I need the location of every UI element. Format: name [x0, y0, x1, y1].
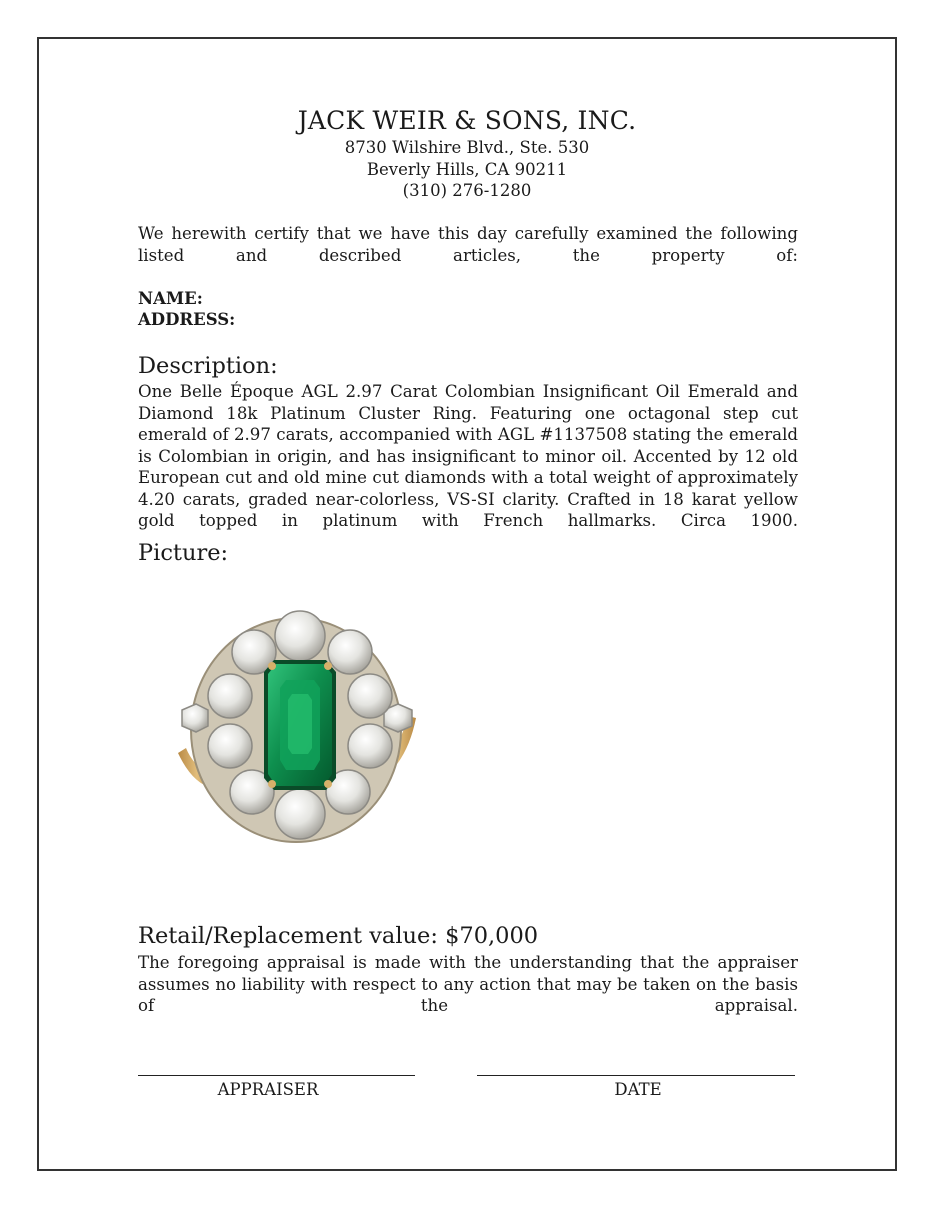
certification-statement: We herewith certify that we have this day carefully examined the following listed and described articles, the property of: — [138, 224, 798, 265]
disclaimer-text: The foregoing appraisal is made with the understanding that the appraiser assumes no liability with respect to any action that may be taken on the basis of the appraisal. — [138, 953, 798, 1015]
letterhead — [0, 105, 934, 202]
street-address: 8730 Wilshire Blvd., Ste. 530 — [344, 138, 590, 157]
appraiser-label: APPRAISER — [217, 1080, 319, 1099]
city-state-zip: Beverly Hills, CA 90211 — [366, 159, 568, 179]
appraiser-signature-line — [138, 1075, 415, 1076]
date-label: DATE — [614, 1080, 662, 1099]
emerald-diamond-ring-illustration — [172, 608, 422, 848]
picture-heading: Picture: — [138, 540, 229, 566]
phone-number: (310) 276-1280 — [402, 181, 532, 200]
date-signature-line — [477, 1075, 795, 1076]
ring-photo — [172, 608, 422, 848]
description-text: One Belle Époque AGL 2.97 Carat Colombian Insignificant Oil Emerald and Diamond 18k Platinum Cluster Ring. Featuring one octagonal step cut emerald of 2.97 carats, accompanied with AGL #1137508 stating the emerald is Colombian in origin, and has insignificant to minor oil. Accented by 12 old European cut and old mine cut diamonds with a total weight of approximately 4.20 carats, graded near-colorless, VS-SI clarity. Crafted in 18 karat yellow gold topped in platinum with French hallmarks. Circa 1900. — [138, 382, 798, 530]
retail-value: Retail/Replacement value: $70,000 — [138, 923, 539, 949]
name-label: NAME: — [138, 289, 203, 308]
description-heading: Description: — [138, 353, 278, 379]
address-label: ADDRESS: — [138, 310, 236, 329]
company-name: JACK WEIR & SONS, INC. — [297, 106, 637, 135]
owner-fields — [138, 288, 798, 330]
